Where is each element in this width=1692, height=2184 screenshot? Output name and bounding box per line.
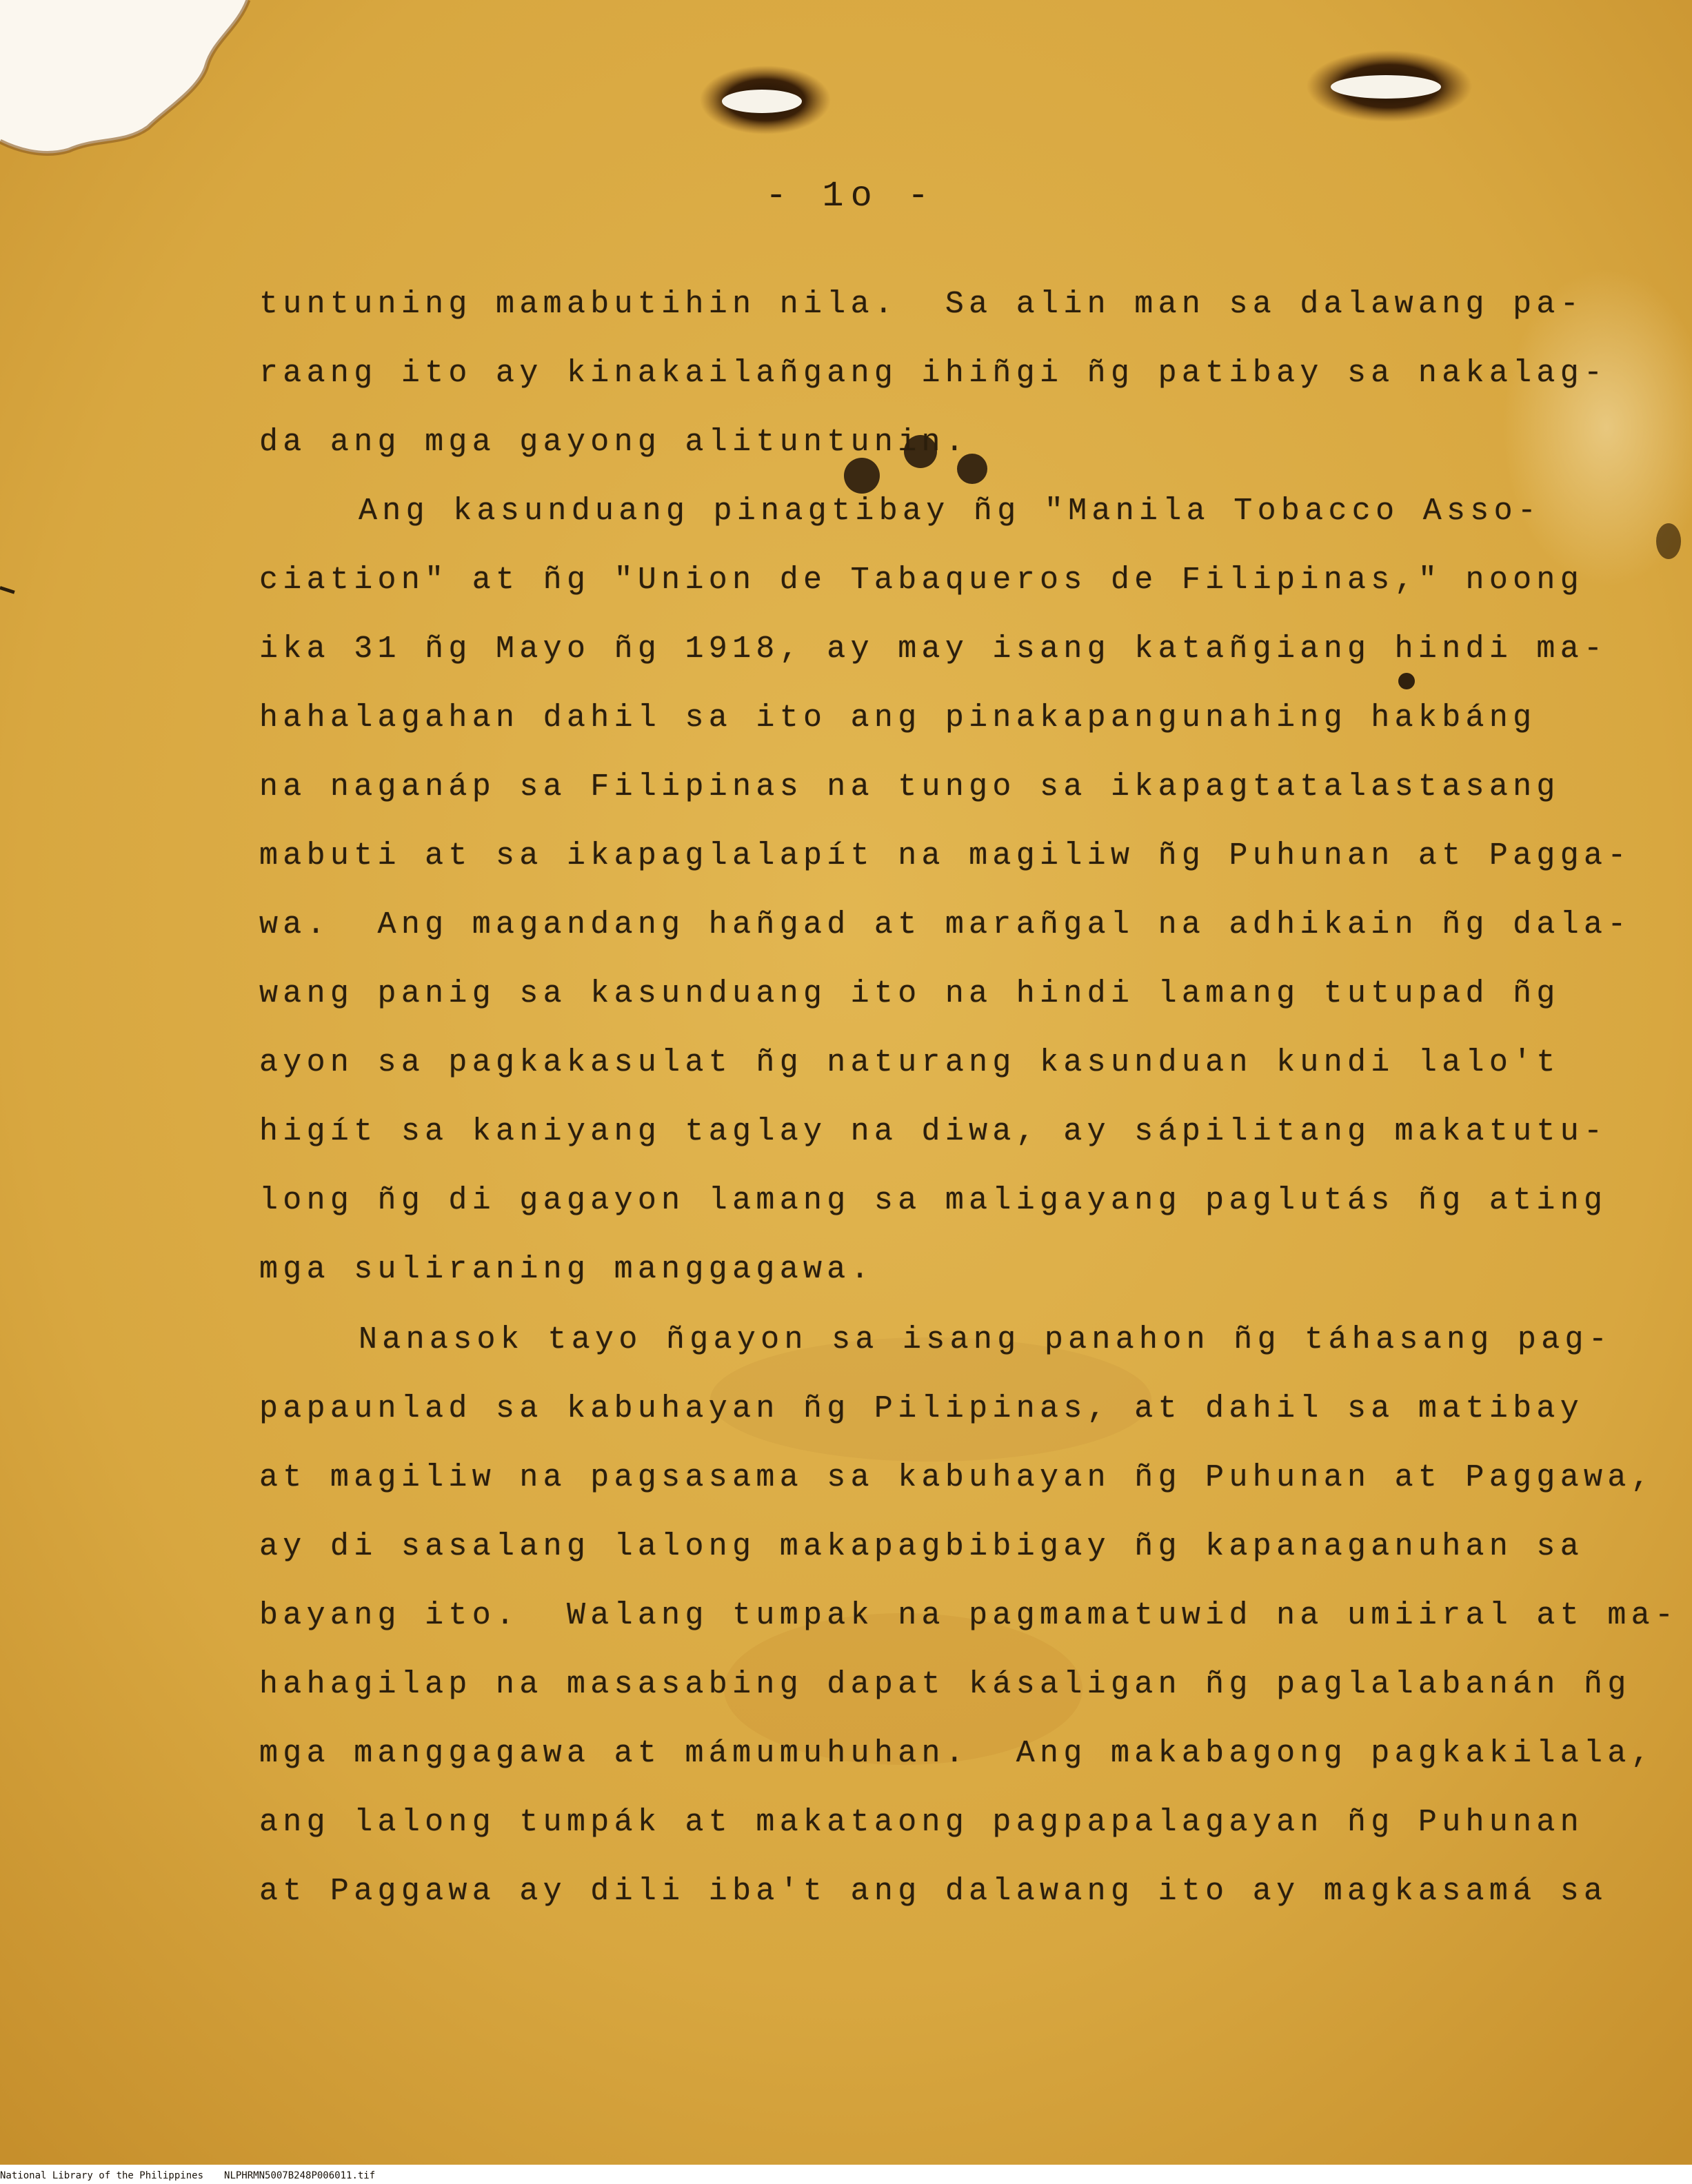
- text-line: da ang mga gayong alituntunin.: [259, 425, 969, 460]
- scan-footer: [0, 2170, 375, 2181]
- text-line: hahalagahan dahil sa ito ang pinakapangunahing hakbáng: [259, 700, 1537, 736]
- text-line: hahagilap na masasabing dapat kásaligan ñg paglalabanán ñg: [259, 1667, 1631, 1702]
- text-line: long ñg di gagayon lamang sa maligayang paglutás ñg ating: [259, 1183, 1608, 1218]
- page-number: - 1o -: [765, 176, 936, 216]
- text-line: ika 31 ñg Mayo ñg 1918, ay may isang katañgiang hindi ma-: [259, 631, 1608, 667]
- text-line: na naganáp sa Filipinas na tungo sa ikapagtatalastasang: [259, 769, 1560, 805]
- text-line: mga manggagawa at mámumuhuhan. Ang makabagong pagkakilala,: [259, 1736, 1655, 1771]
- library-credit: National Library of the Philippines: [0, 2170, 204, 2181]
- text-line: ciation" at ñg "Union de Tabaqueros de Filipinas," noong: [259, 563, 1584, 598]
- text-line: at magiliw na pagsasama sa kabuhayan ñg Puhunan at Paggawa,: [259, 1460, 1655, 1495]
- text-line: ang lalong tumpák at makataong pagpapalagayan ñg Puhunan: [259, 1805, 1584, 1840]
- text-line: Ang kasunduang pinagtibay ñg "Manila Tobacco Asso-: [359, 494, 1542, 529]
- text-line: tuntuning mamabutihin nila. Sa alin man sa dalawang pa-: [259, 287, 1584, 322]
- text-line: wa. Ang magandang hañgad at marañgal na adhikain ñg dala-: [259, 907, 1631, 942]
- text-line: wang panig sa kasunduang ito na hindi lamang tutupad ñg: [259, 976, 1560, 1011]
- text-line: mabuti at sa ikapaglalapít na magiliw ñg Puhunan at Pagga-: [259, 838, 1631, 873]
- file-name: NLPHRMN5007B248P006011.tif: [224, 2170, 376, 2181]
- text-line: Nanasok tayo ñgayon sa isang panahon ñg táhasang pag-: [359, 1322, 1613, 1357]
- text-line: raang ito ay kinakailañgang ihiñgi ñg patibay sa nakalag-: [259, 356, 1608, 391]
- text-line: bayang ito. Walang tumpak na pagmamatuwid na umiiral at ma-: [259, 1598, 1679, 1633]
- text-line: at Paggawa ay dili iba't ang dalawang ito ay magkasamá sa: [259, 1874, 1608, 1909]
- text-line: ay di sasalang lalong makapagbibigay ñg kapanaganuhan sa: [259, 1529, 1584, 1564]
- text-line: mga suliraning manggagawa.: [259, 1252, 874, 1287]
- text-line: papaunlad sa kabuhayan ñg Pilipinas, at dahil sa matibay: [259, 1391, 1584, 1426]
- text-line: higít sa kaniyang taglay na diwa, ay sápilitang makatutu-: [259, 1114, 1608, 1149]
- text-line: ayon sa pagkakasulat ñg naturang kasunduan kundi lalo't: [259, 1045, 1560, 1080]
